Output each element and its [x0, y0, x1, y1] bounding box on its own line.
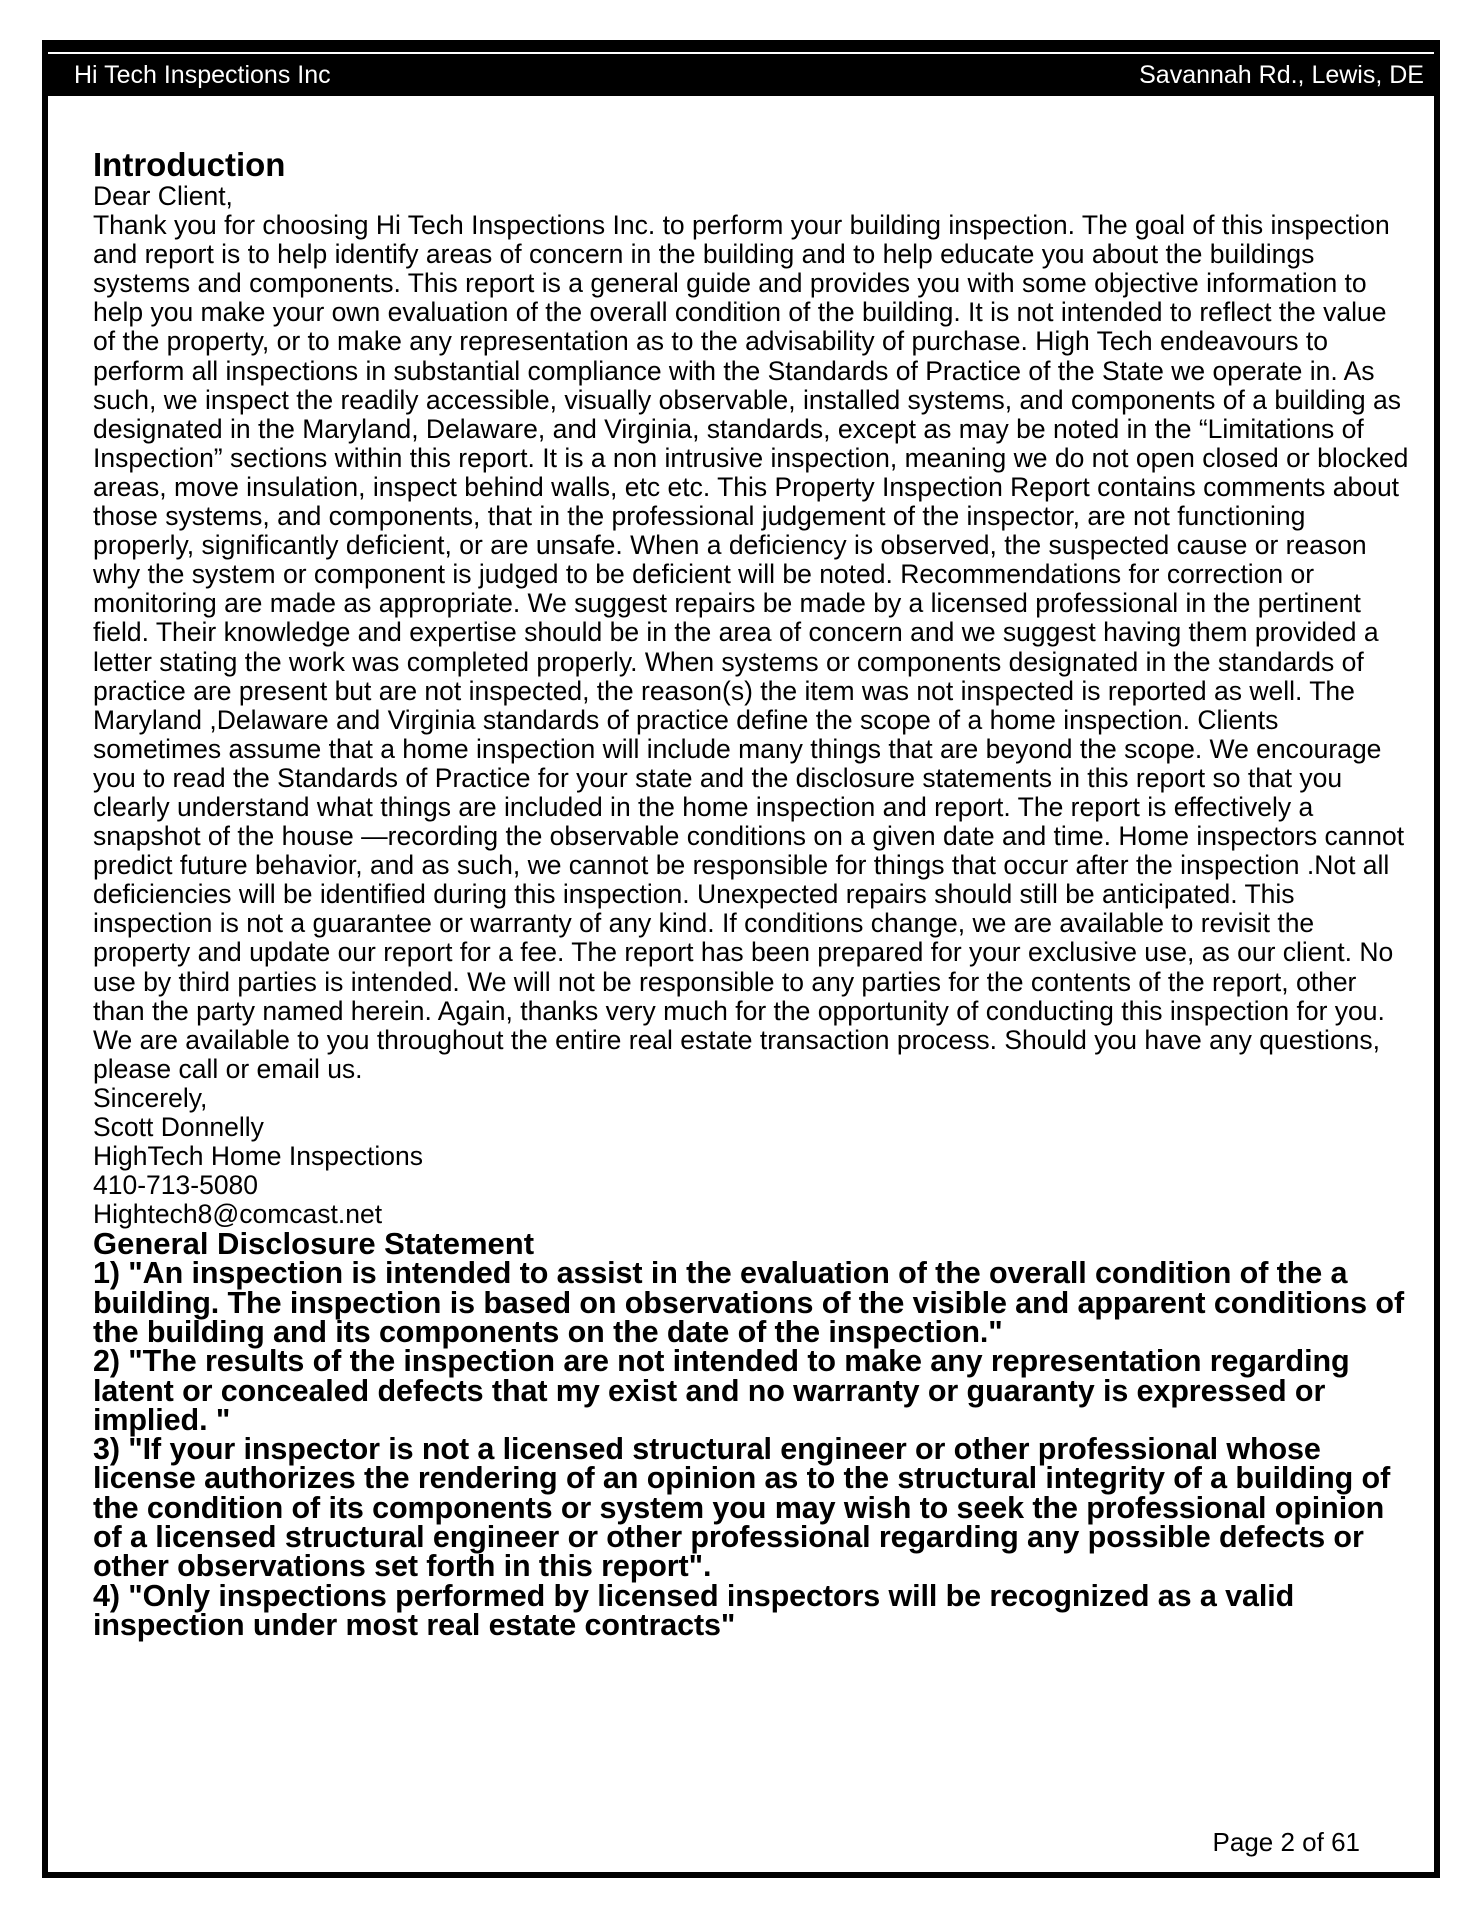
disclosure-item: 3) "If your inspector is not a licensed structural engineer or other professional whose license authorizes the rendering of an opinion as to the structural integrity of a building of the condition of its components or system you may wish to seek the professional opinion of a licensed structural engineer or other professional regarding any possible defects or other observations set forth in this report".	[93, 1432, 1391, 1584]
contact-phone: 410-713-5080	[93, 1170, 259, 1201]
disclosure-item: 4) "Only inspections performed by licensed inspectors will be recognized as a valid inspection under most real estate contracts"	[93, 1578, 1295, 1642]
disclosure-item: 2) "The results of the inspection are not intended to make any representation regarding latent or concealed defects that my exist and no warranty or guaranty is expressed or implied. "	[93, 1344, 1350, 1437]
property-address: Savannah Rd., Lewis, DE	[1139, 60, 1424, 89]
disclosure-item: 1) "An inspection is intended to assist in the evaluation of the overall condition of the a building. The inspection is based on observations of the visible and apparent conditions of the building and its components on the date of the inspection."	[93, 1256, 1405, 1349]
salutation: Dear Client,	[93, 181, 233, 211]
page-number: Page 2 of 61	[1212, 1827, 1360, 1857]
signer-company: HighTech Home Inspections	[93, 1141, 423, 1172]
disclosure-heading: General Disclosure Statement	[93, 1226, 535, 1262]
closing: Sincerely,	[93, 1082, 208, 1113]
introduction-body: Thank you for choosing Hi Tech Inspections Inc. to perform your building inspection. The goal of this inspection and report is to help identify areas of concern in the building and to help educate you about the buildings systems and components. This report is a general guide and provides you with some objective information to help you make your own evaluation of the overall condition of the building. It is not intended to reflect the value of the property, or to make any representation as to the advisability of purchase. High Tech endeavours to perform all inspections in substantial compliance with the Standards of Practice of the State we operate in. As such, we inspect the readily accessible, visually observable, installed systems, and components of a building as designated in the Maryland, Delaware, and Virginia, standards, except as may be noted in the “Limitations of Inspection” sections within this report. It is a non intrusive inspection, meaning we do not open closed or blocked areas, move insulation, inspect behind walls, etc etc. This Property Inspection Report contains comments about those systems, and components, that in the professional judgement of the inspector, are not functioning properly, significantly deficient, or are unsafe. When a deficiency is observed, the suspected cause or reason why the system or component is judged to be deficient will be noted. Recommendations for correction or monitoring are made as appropriate. We suggest repairs be made by a licensed professional in the pertinent field. Their knowledge and expertise should be in the area of concern and we suggest having them provided a letter stating the work was completed properly. When systems or components designated in the standards of practice are present but are not inspected, the reason(s) the item was not inspected is reported as well. The Maryland ,Delaware and Virginia standards of practice define the scope of a home inspection. Clients sometimes assume that a home inspection will include many things that are beyond the scope. We encourage you to read the Standards of Practice for your state and the disclosure statements in this report so that you clearly understand what things are included in the home inspection and report. The report is effectively a snapshot of the house —recording the observable conditions on a given date and time. Home inspectors cannot predict future behavior, and as such, we cannot be responsible for things that occur after the inspection .Not all deficiencies will be identified during this inspection. Unexpected repairs should still be anticipated. This inspection is not a guarantee or warranty of any kind. If conditions change, we are available to revisit the property and update our report for a fee. The report has been prepared for your exclusive use, as our client. No use by third parties is intended. We will not be responsible to any parties for the contents of the report, other than the party named herein. Again, thanks very much for the opportunity of conducting this inspection for you. We are available to you throughout the entire real estate transaction process. Should you have any questions, please call or email us.	[93, 210, 1409, 1084]
signer-name: Scott Donnelly	[93, 1112, 264, 1142]
disclosure-list	[93, 1256, 1413, 1642]
page-content	[93, 148, 1413, 1640]
contact-email: Hightech8@comcast.net	[93, 1199, 383, 1230]
company-name: Hi Tech Inspections Inc	[74, 60, 331, 89]
introduction-letter	[93, 182, 1413, 1229]
introduction-heading: Introduction	[93, 146, 286, 183]
page-header	[48, 46, 1434, 96]
report-page	[42, 40, 1440, 1878]
